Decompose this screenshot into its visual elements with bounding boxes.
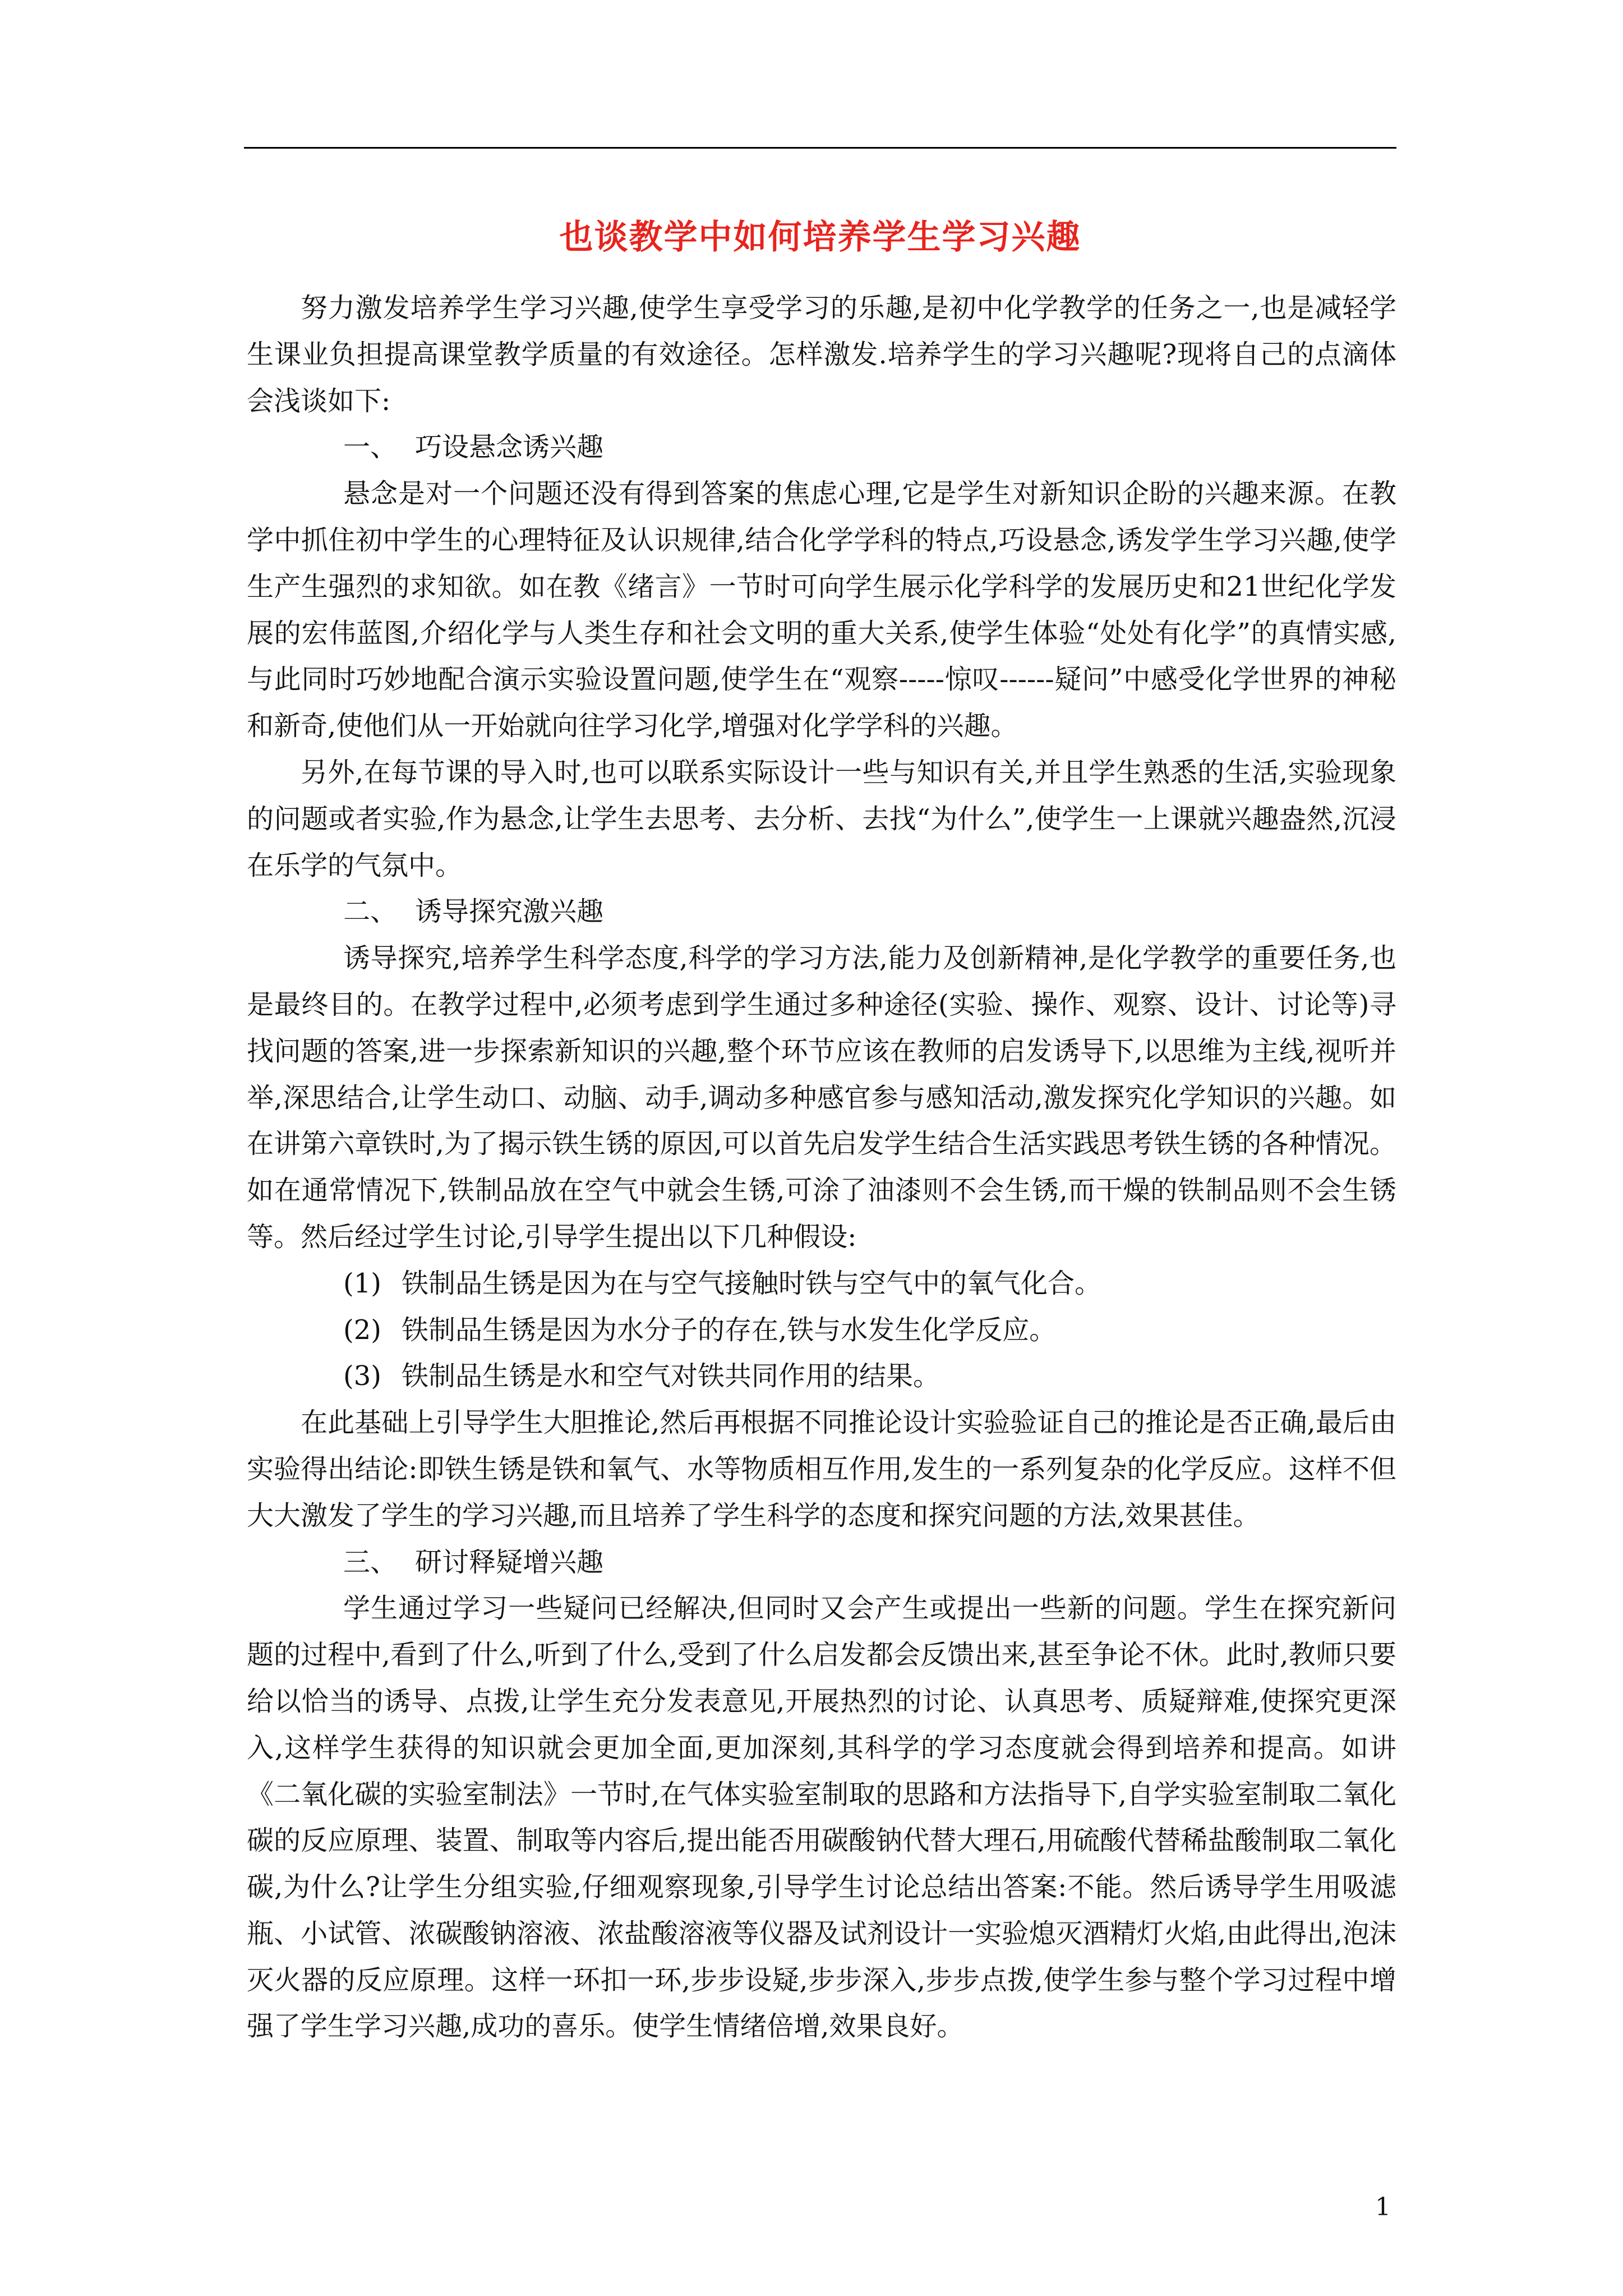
section-number-1: 一、 [343,431,398,463]
section-2-paragraph-1: 诱导探究,培养学生科学态度,科学的学习方法,能力及创新精神,是化学教学的重要任务,也是最终目的。在教学过程中,必须考虑到学生通过多种途径(实验、操作、观察、设计、讨论等)寻找问题的答案,进一步探索新知识的兴趣,整个环节应该在教师的启发诱导下,以思维为主线,视听并举,深思结合,让学生动口、动脑、动手,调动多种感官参与感知活动,激发探究化学知识的兴趣。如在讲第六章铁时,为了揭示铁生锈的原因,可以首先启发学生结合生活实践思考铁生锈的各种情况。如在通常情况下,铁制品放在空气中就会生锈,可涂了油漆则不会生锈,而干燥的铁制品则不会生锈等。然后经过学生讨论,引导学生提出以下几种假设: [247,942,1396,1253]
section-title-2: 诱导探究激兴趣 [415,896,604,928]
hypothesis-text-1: 铁制品生锈是因为在与空气接触时铁与空气中的氧气化合。 [402,1267,1102,1299]
section-title-1: 巧设悬念诱兴趣 [415,431,604,463]
section-number-2: 二、 [343,896,398,928]
section-heading-1 [247,424,1396,471]
section-heading-3 [247,1539,1396,1586]
hypothesis-text-2: 铁制品生锈是因为水分子的存在,铁与水发生化学反应。 [402,1314,1057,1346]
hypothesis-number-1: (1) [343,1267,381,1299]
document-title: 也谈教学中如何培养学生学习兴趣 [559,218,1081,257]
hypothesis-3 [247,1353,1396,1400]
intro-paragraph: 努力激发培养学生学习兴趣,使学生享受学习的乐趣,是初中化学教学的任务之一,也是减轻学生课业负担提高课堂教学质量的有效途径。怎样激发.培养学生的学习兴趣呢?现将自己的点滴体会浅谈如下: [247,292,1396,417]
section-heading-2 [247,889,1396,935]
hypothesis-2 [247,1307,1396,1354]
hypothesis-text-3: 铁制品生锈是水和空气对铁共同作用的结果。 [402,1360,940,1392]
hypothesis-number-3: (3) [343,1360,381,1392]
section-number-3: 三、 [343,1546,398,1578]
document-body [247,285,1396,2050]
page-number: 1 [1375,2193,1391,2221]
hypothesis-number-2: (2) [343,1314,381,1346]
section-1-paragraph-2: 另外,在每节课的导入时,也可以联系实际设计一些与知识有关,并且学生熟悉的生活,实验现象的问题或者实验,作为悬念,让学生去思考、去分析、去找“为什么”,使学生一上课就兴趣盎然,沉浸在乐学的气氛中。 [247,756,1396,881]
section-1-paragraph-1: 悬念是对一个问题还没有得到答案的焦虑心理,它是学生对新知识企盼的兴趣来源。在教学中抓住初中学生的心理特征及认识规律,结合化学学科的特点,巧设悬念,诱发学生学习兴趣,使学生产生强烈的求知欲。如在教《绪言》一节时可向学生展示化学科学的发展历史和21世纪化学发展的宏伟蓝图,介绍化学与人类生存和社会文明的重大关系,使学生体验“处处有化学”的真情实感,与此同时巧妙地配合演示实验设置问题,使学生在“观察-----惊叹------疑问”中感受化学世界的神秘和新奇,使他们从一开始就向往学习化学,增强对化学学科的兴趣。 [247,478,1396,742]
section-3-paragraph-1: 学生通过学习一些疑问已经解决,但同时又会产生或提出一些新的问题。学生在探究新问题的过程中,看到了什么,听到了什么,受到了什么启发都会反馈出来,甚至争论不休。此时,教师只要给以恰当的诱导、点拨,让学生充分发表意见,开展热烈的讨论、认真思考、质疑辩难,使探究更深入,这样学生获得的知识就会更加全面,更加深刻,其科学的学习态度就会得到培养和提高。如讲《二氧化碳的实验室制法》一节时,在气体实验室制取的思路和方法指导下,自学实验室制取二氧化碳的反应原理、装置、制取等内容后,提出能否用碳酸钠代替大理石,用硫酸代替稀盐酸制取二氧化碳,为什么?让学生分组实验,仔细观察现象,引导学生讨论总结出答案:不能。然后诱导学生用吸滤瓶、小试管、浓碳酸钠溶液、浓盐酸溶液等仪器及试剂设计一实验熄灭酒精灯火焰,由此得出,泡沫灭火器的反应原理。这样一环扣一环,步步设疑,步步深入,步步点拨,使学生参与整个学习过程中增强了学生学习兴趣,成功的喜乐。使学生情绪倍增,效果良好。 [247,1593,1396,2042]
hypothesis-1 [247,1260,1396,1307]
header-rule [244,147,1396,149]
section-2-conclusion: 在此基础上引导学生大胆推论,然后再根据不同推论设计实验验证自己的推论是否正确,最后由实验得出结论:即铁生锈是铁和氧气、水等物质相互作用,发生的一系列复杂的化学反应。这样不但大大激发了学生的学习兴趣,而且培养了学生科学的态度和探究问题的方法,效果甚佳。 [247,1407,1396,1531]
section-title-3: 研讨释疑增兴趣 [415,1546,604,1578]
